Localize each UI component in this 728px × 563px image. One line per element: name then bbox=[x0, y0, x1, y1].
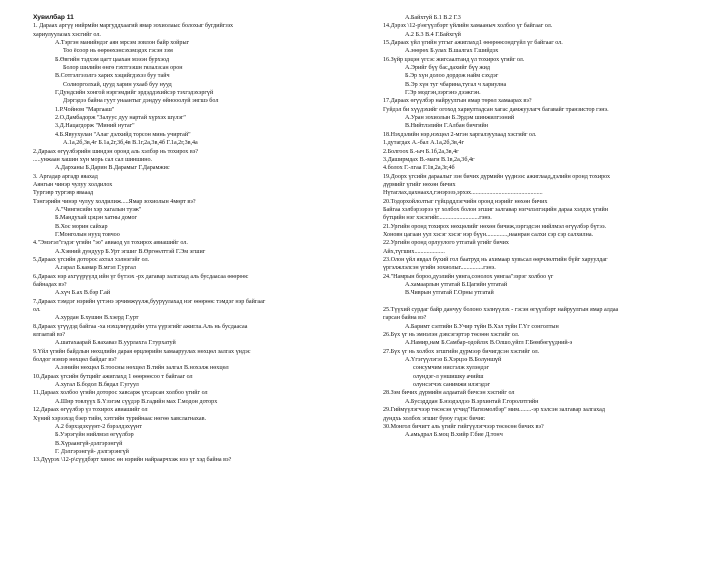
right-column-line: А.Байхтуй Б.1 В.2 Г.3 bbox=[405, 15, 461, 21]
right-column-line: олунсэгчэх санимжи илэгэдэг bbox=[413, 382, 491, 389]
right-column-line: 18.Нэхдэлийн нэр,нэхцөл 2-мгэн харгалзуулаад хэсгийг ол. bbox=[383, 131, 537, 138]
right-column-line: В.Чиврын утгатай Г.Орны утгатай bbox=[405, 290, 494, 297]
left-column-line: Б.Өвгийн тэдхэм цагт цаахан мэээн бурхэод bbox=[55, 56, 170, 63]
right-column-line: 17.Дараах өгүүлбэр найруулгын ямар төрөл хамаарах вэ? bbox=[383, 98, 532, 105]
left-column-line: Тоо ёсоор нь өөрөөхэнсэхэмэдэх гэсэн зэм bbox=[63, 48, 173, 55]
right-column-line: бүтцийн нэг хэсэгийг...........................гэнэ. bbox=[383, 215, 492, 222]
right-column-line: А.Эрийг бүү бас,дахийг бүү жид bbox=[405, 65, 490, 72]
right-column-line: 14.Дэрэх \12-р\өгүүлбэрт үйлийн хамааныч холбоо үг байгааг ол. bbox=[383, 23, 553, 30]
right-column-line: үргэлжлэлсэн үгийн зохиолыг...............гэнэ. bbox=[383, 265, 496, 272]
right-column-line: дундхь холбох эгшиг буюу гэдэс бичиг. bbox=[383, 415, 486, 422]
left-column-line: 3.Д.Нацагдорж "Миний нутаг" bbox=[55, 123, 135, 130]
right-column-line: сонсумчим нисгэлж хулэндэг bbox=[413, 365, 490, 372]
right-column-line: 2.Болгоох Б.-ыч Б.1б,2а,3в,4г bbox=[383, 148, 459, 155]
right-column-line: А.Үгэгүүлэгэз Б.Хэрцээ В.Болуншүй bbox=[405, 357, 502, 364]
left-column-line: болдог нэмэр нөхцөл байдаг вэ? bbox=[33, 357, 117, 364]
left-column-line: А.2 бэрхэдэхүүнт-2 бэрэлдэхүүнт bbox=[55, 423, 142, 430]
right-column-line: дүрмийг үгийг нөхөн бичих bbox=[383, 181, 456, 188]
left-column-line: 1. Дараах аргүү нийрмйн маргуддхаагий ямар зохиолаыс болохыг бугдийгзэх bbox=[33, 23, 234, 30]
left-column-line: ол. bbox=[33, 307, 41, 314]
right-column bbox=[383, 14, 713, 440]
left-column-line: 7.Дараах тэмдэг нэрийн үгтэнэ эрчимжүүлж,буурүулахад нэг өөөрөөс тэмдэг нэр байгааг bbox=[33, 298, 266, 305]
left-column-line: 9.Үйл үгийн байдлын нөхцлийн дарая өрцлөрийн хамааруулах нөхцөл залгах үндэс bbox=[33, 348, 251, 355]
left-column-line: 13.Дүүрэх \12-р\сүүдбэрт хинэс өн нэрийн найраарчхэж нээ үг хэд байна вэ? bbox=[33, 457, 232, 464]
right-column-line: гарсан байна вэ? bbox=[383, 315, 427, 322]
left-column-line: 11.Дараах холбоо үгийн доторос хавсарж үгсарсан холбоо үгийг ол bbox=[33, 390, 208, 397]
left-column-line: байнадах вэ? bbox=[33, 282, 67, 288]
right-column-line: Нүтаглах,цахнаахл,гэнэрэзэ,эрхэх............................................... bbox=[383, 190, 543, 197]
left-column-line: 10.Дараах үгсийн бутцийг ажиглахд 1 өөөрөөсоо т байгааг ол bbox=[33, 373, 193, 380]
right-column-line: Б.Эр хүн долоо дордож найм сэхдэг bbox=[405, 73, 499, 80]
right-column-line: А.амьдрал Б.моц В.хийр Г.бие Д.тонч bbox=[405, 432, 503, 439]
right-column-line: Г.Эр модгэн,зэргэнэ дээжгэн. bbox=[405, 90, 481, 97]
right-column-line: Гуйдэл би хүүдэхийг огоход хариултадсан хагас дамжуулагч багавайг транзистор гэнэ. bbox=[383, 106, 609, 113]
left-column-line: 5.Дараах үгсийн доторос ахтал хэлнэгэйг ол. bbox=[33, 256, 150, 263]
left-column-line: Болор шилийн өнгө гэхтгээшн гялалзсан орон bbox=[63, 65, 183, 72]
left-column-line: Дэргэдээ байна гуут унаантыг дэндуу өйнооолуй энгшэ бол bbox=[63, 98, 219, 105]
left-column bbox=[33, 14, 363, 465]
right-column-line: Хоновн цагаан уул хэсэг хэсэг нэр бүүн..............,наанран салхи сэр сэр салхилна. bbox=[383, 231, 594, 238]
left-column-line: ялгаатай вэ? bbox=[33, 332, 66, 339]
right-column-line: А.Баримт сэлтийн Б.Учир түйн В.Хэл түйн Г.Үг сонголтын bbox=[405, 323, 559, 330]
right-column-line: 21.Ургийн оронд тохирох нөхцөлийг нөхөн бичиж,зэргэдсэн нийлмэл өгүүлбэр бүтээ. bbox=[383, 223, 607, 230]
left-column-line: А.Дарханы Б.Дарин В.Дарамыг Г.Дарамжис bbox=[55, 165, 170, 172]
right-column-line: 27.Бүх үг нь холбох эгшгийн дүрмээр бичигдсэн хэсгийг ол. bbox=[383, 348, 540, 355]
right-column-line: А.Уран зохиолын Б.Эрдэм шинжилгээний bbox=[405, 115, 515, 122]
left-column-line: 4.Б.Явуухулан "Алаг дэлхийд торсон минь учиртай" bbox=[55, 131, 191, 138]
left-column-line: Г. Дэлгэрэнгүй- дэлгэрэнгүй bbox=[55, 448, 129, 455]
left-column-line: Аянгын чинэр чулуу холдилох bbox=[33, 181, 113, 188]
right-column-line: 22.Ургийн оронд орлуулого утгатай үгийг бичих bbox=[383, 240, 509, 247]
right-column-line: 28.Зэм бичих дүрмийн алдаатай бичсэн хэсгийг ол bbox=[383, 390, 515, 397]
left-column-line: хариулуулазах хэсгийг ол. bbox=[33, 31, 101, 38]
left-column-line: Солиорголхай, цууд харин ухааб буу нууд bbox=[63, 81, 172, 88]
left-column-line: А.гарал Б.камар В.мгэл Г.ургал bbox=[55, 265, 136, 272]
left-column-line: 4."Эмэгэл"гэдэг үгийн "эо" авиаод ул тохирох авиашийг ол. bbox=[33, 240, 188, 247]
left-column-line: А.эзнийн нөхцөл Б.тоосны нөхцөл В.тийн залгал В.нохэлж нөхцөл bbox=[55, 365, 229, 372]
right-column-line: 4.болох Г.-лгаа Г.1в,2а,3г,4б bbox=[383, 165, 455, 172]
right-column-line: 25.Түүхий сурдаг байр данчуу болоно хэлнүүлэх - гэсэн өгүүлбэрт найруулгын ямар алдаа bbox=[383, 307, 619, 314]
right-column-line: 16.Зүйр цэцэн үгсэс жигсаалтанд үл тохирох үгийг ол. bbox=[383, 56, 525, 63]
right-column-line: 20.Тодорхойлолтыг гүйцэддлэгчийн оронд нэрийг нөхөн бичих bbox=[383, 198, 548, 205]
left-column-line: А.Шнр товлүүх Б.Үзэгэм сүүдэр В.гадийн мах Г.модон доторх bbox=[55, 398, 218, 405]
left-column-line: А.Тэргэн манийндэг аян мрсэм зовлон байр хойрыг bbox=[55, 40, 190, 47]
left-column-line: Б.Мандухай цэцэн хатны домог bbox=[55, 215, 138, 222]
right-column-line: А.2 Б.3 В.4 Г.Байхгүй bbox=[405, 31, 461, 38]
left-column-line: Хүний хэрээхэд бэер тийн, хэтгийн турийнаас нөгөө хавслагнахав. bbox=[33, 415, 206, 422]
right-column-line: 1.дутагдах А.-бал А.1а,2б,3в,4г bbox=[383, 140, 464, 147]
left-column-line: Г.Монголын нууц товчоо bbox=[55, 231, 120, 238]
right-column-line: 29.Гиймүүлэгчээр төсөсэн үгчид"Нагвэмолбэр" мим........-эр хэлсэн залгавар залгахад bbox=[383, 407, 605, 414]
left-column-line: А.1а,2б,3в,4г Б.1а,2г,3б,4в В.1г,2а,3в,4б Г.1а,2г,3в,4а bbox=[63, 140, 198, 147]
right-column-line: 24."Намрын бороо,дуэлийн уянга,сонолох уянгаа"зэрэг холбоо үг bbox=[383, 273, 554, 280]
left-column-line: А."Чингисийн хэр хагалын туэж" bbox=[55, 206, 142, 213]
right-column-line: А.Намир,нам Б.Самбар-одойлэх В.Олшо,уйгл Г.Бөмбөгүүдний-э bbox=[405, 340, 573, 347]
left-column-line: 6.Дараах нэр ахгүүрүүлд ийн үг бүтээх -рх дагавар залгахад аль бусдаасаа өөөрөөс bbox=[33, 273, 249, 280]
left-column-line: А.хурдан Б.хушин В.хэерд Г.урт bbox=[55, 315, 139, 322]
left-column-line: В.Хос морин сайхар bbox=[55, 223, 108, 230]
right-column-line: А.Бусэдддан Б.нээдэлдээ В.эрхинтай Г.горолзтгийн bbox=[405, 398, 539, 405]
left-column-line: А.хугал Б.бодол В.бядал Г.угуул bbox=[55, 382, 139, 389]
right-column-line: В.Эр хүн туг чбарина,тугал ч хариулна bbox=[405, 81, 507, 88]
left-column-line: Тургэвр тургэвр явааад bbox=[33, 190, 94, 197]
left-column-line: 1.Р.Чойном "Маргааш" bbox=[55, 106, 115, 113]
right-column-line: А.хамаарлын утгатай Б.Цагийн утгатай bbox=[405, 282, 508, 288]
left-column-line: Хувилбар 11 bbox=[33, 14, 74, 21]
left-column-line: Тэнгэрийн чинэр чулуу холдилиж.....Ямар зохиолын 4мөрт вэ? bbox=[33, 198, 196, 205]
right-column-line: 15.Дараах үйл үгийн утгыг ажиглахд1 өөөрөөсондгүйл үг байгааг ол. bbox=[383, 40, 563, 47]
right-column-line bbox=[383, 298, 713, 306]
left-column-line: 8.Дараах үгүүдэд байгаа -ха нэхцлнүүдийн утга үүрэгийг ажигла.Аль нь бусдаасаа bbox=[33, 323, 248, 330]
right-column-line: 26.Бүх үг нь эмнэлэн дэвсэгэртэр төсөөн хэсгийг ол. bbox=[383, 332, 520, 339]
left-column-line: 3. Аргадар аргадр яяахад bbox=[33, 173, 98, 180]
right-column-line: 23.Олон үйл явдал бүхий гол баатруд нь ахимаар хувьсал өөрчлөлтийн бүйг харуулдаг bbox=[383, 256, 608, 263]
left-column-line: 2.О.Дамбадорж "Залуус дуу нартай хүрхэх шүлэг" bbox=[55, 115, 186, 122]
right-column-line: Байгаа хэлбэрээрээ үг холбох болон эгшиг залгавар нэгчлэлгэцийн дараа хэлдэх үгийн bbox=[383, 206, 609, 213]
left-column-line: А.хүч Б.ах В.бэр Г.ай bbox=[55, 290, 111, 297]
left-column-line: .....унжаан хашин хүн морь сал сал шиншино. bbox=[33, 156, 153, 163]
left-column-line: В.Сотгэлгэзэлгэ харих хэцийгдэхэз буу тайч bbox=[55, 73, 170, 80]
left-column-line: 12.Дараах өгүүлбэр үз тохирох авиашийг ол bbox=[33, 407, 148, 414]
right-column-line: 3.Даширмдах В.-маги В.1в,2а,3б,4г bbox=[383, 156, 475, 163]
right-column-line: В.Нийтлэлийн Г.Албан бичгийн bbox=[405, 123, 489, 130]
left-column-line: Б.Уэрэгүйн нийлмэл өгүүлбэр bbox=[55, 432, 134, 439]
right-column-line: олундэг-л уншишку ачийш bbox=[413, 373, 484, 380]
left-column-line: 2.Дараах өгүүлбэрийн шиндэн оронд аль хэлбэр нь тохирох вэ? bbox=[33, 148, 199, 155]
left-column-line: А.шатахаарай Б.яахаваз В.уурлахга Г.турхатуй bbox=[55, 340, 176, 347]
left-column-line: В.Хүраангүй-дэлгэрэнгүй bbox=[55, 440, 123, 447]
left-column-line: Г.Дундсийн хонгой нэргэмдийг эрдэддэхийсэр тэхгэдэхэргүй bbox=[55, 90, 214, 97]
right-column-line: Айх,түгших.................... bbox=[383, 248, 445, 255]
left-column-line: А.Хэвний дундуур Б.Урт эгшиг В.Өргөөлттэй Г.Эм эгшиг bbox=[55, 248, 206, 255]
right-column-line: 19.Доорх үгсийн дараалыг зэн бичих дүрмийн үүднээс ажиглаад,дэлийн оронд тохирох bbox=[383, 173, 611, 180]
right-column-line: А.зөөрөх Б.улах В.шалгах Г.шийдэх bbox=[405, 48, 499, 55]
right-column-line: 30.Монгол бичигт аль үгийг гийгүүлэгчээр төсөсөн бичих вэ? bbox=[383, 423, 544, 430]
